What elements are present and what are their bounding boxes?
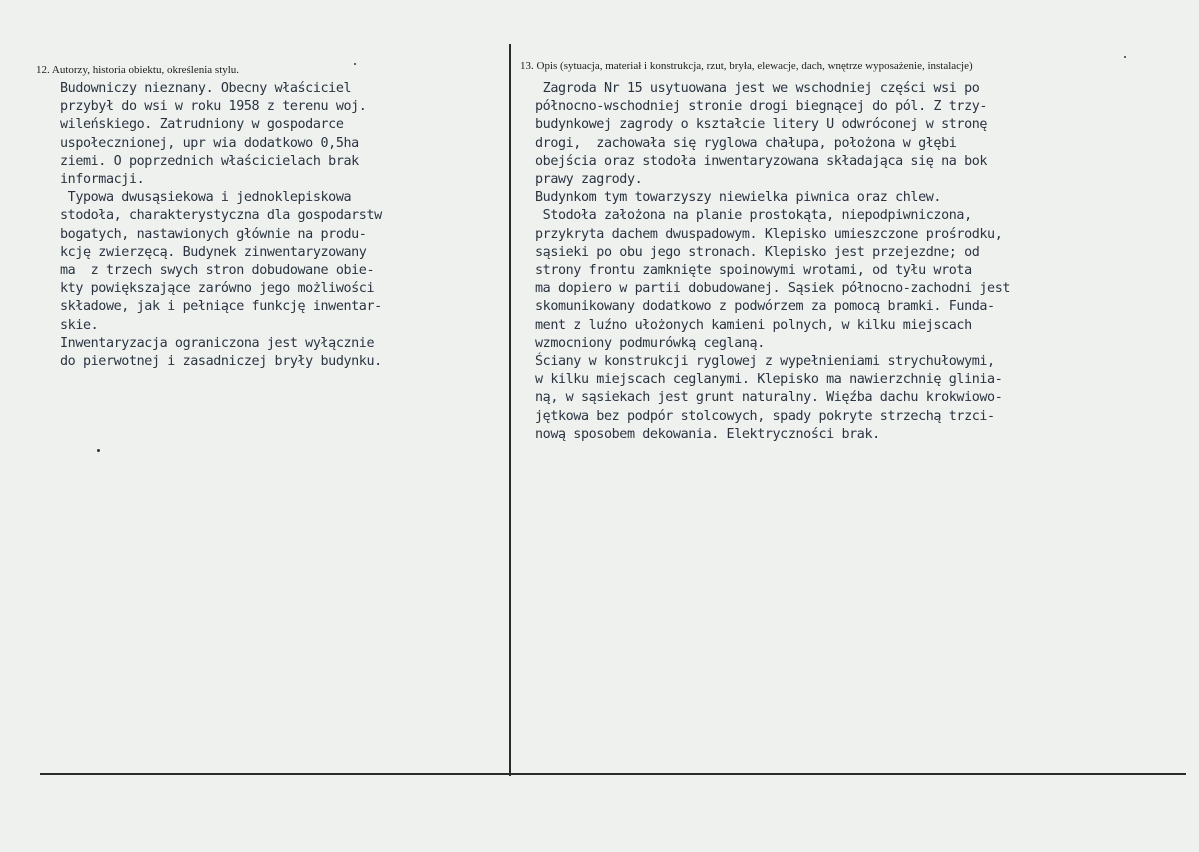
text-line: stodoła, charakterystyczna dla gospodarstw: [60, 208, 382, 224]
text-line: uspołecznionej, upr wia dodatkowo 0,5ha: [60, 135, 359, 151]
text-line: w kilku miejscach ceglanymi. Klepisko ma nawierzchnię glinia-: [535, 372, 1003, 388]
text-line: Ściany w konstrukcji ryglowej z wypełnieniami strychułowymi,: [535, 354, 995, 370]
text-line: ziemi. O poprzednich właścicielach brak: [60, 153, 359, 169]
text-line: północno-wschodniej stronie drogi biegnącej do pól. Z trzy-: [535, 99, 988, 115]
text-line: ment z luźno ułożonych kamieni polnych, w kilku miejscach: [535, 317, 972, 333]
text-line: drogi, zachowała się ryglowa chałupa, położona w głębi: [535, 135, 957, 151]
text-line: przybył do wsi w roku 1958 z terenu woj.: [60, 99, 367, 115]
text-line: jętkowa bez podpór stolcowych, spady pokryte strzechą trzci-: [535, 408, 995, 424]
text-line: wileńskiego. Zatrudniony w gospodarce: [60, 117, 344, 133]
section-13-text: [535, 80, 1185, 444]
text-line: ma dopiero w partii dobudowanej. Sąsiek północno-zachodni jest: [535, 281, 1011, 297]
text-line: sąsieki po obu jego stronach. Klepisko jest przejezdne; od: [535, 244, 980, 260]
text-line: przykryta dachem dwuspadowym. Klepisko umieszczone prośrodku,: [535, 226, 1003, 242]
text-line: budynkowej zagrody o kształcie litery U odwróconej w stronę: [535, 117, 988, 133]
text-line: ną, w sąsiekach jest grunt naturalny. Więźba dachu krokwiowo-: [535, 390, 1003, 406]
text-line: kty powiększające zarówno jego możliwości: [60, 281, 375, 297]
text-line: prawy zagrody.: [535, 172, 643, 188]
text-line: Inwentaryzacja ograniczona jest wyłącznie: [60, 335, 375, 351]
section-12-label: 12. Autorzy, historia obiektu, określenia stylu.: [36, 64, 240, 76]
ink-dot: [354, 63, 356, 65]
text-line: obejścia oraz stodoła inwentaryzowana składająca się na bok: [535, 153, 988, 169]
ink-dot: [97, 449, 100, 452]
text-line: kcję zwierzęcą. Budynek zinwentaryzowany: [60, 244, 367, 260]
text-line: składowe, jak i pełniące funkcję inwentar-: [60, 299, 382, 315]
text-line: bogatych, nastawionych głównie na produ-: [60, 226, 367, 242]
section-12-text: [60, 80, 500, 371]
text-line: Budynkom tym towarzyszy niewielka piwnica oraz chlew.: [535, 190, 942, 206]
text-line: ma z trzech swych stron dobudowane obie-: [60, 263, 375, 279]
text-line: Typowa dwusąsiekowa i jednoklepiskowa: [60, 190, 352, 206]
horizontal-divider: [40, 773, 1186, 775]
text-line: skie.: [60, 317, 99, 333]
text-line: nową sposobem dekowania. Elektryczności brak.: [535, 426, 880, 442]
text-line: do pierwotnej i zasadniczej bryły budynku.: [60, 354, 382, 370]
text-line: Zagroda Nr 15 usytuowana jest we wschodniej części wsi po: [535, 81, 980, 96]
vertical-divider: [509, 44, 511, 776]
text-line: wzmocniony podmurówką ceglaną.: [535, 335, 765, 351]
text-line: strony frontu zamknięte spoinowymi wrotami, od tyłu wrota: [535, 263, 972, 279]
text-line: Budowniczy nieznany. Obecny właściciel: [60, 81, 352, 96]
section-13-label: 13. Opis (sytuacja, materiał i konstrukcja, rzut, bryła, elewacje, dach, wnętrze wyposażenie, instalacje): [520, 60, 973, 72]
ink-dot: [1124, 56, 1126, 58]
text-line: informacji.: [60, 172, 145, 188]
text-line: Stodoła założona na planie prostokąta, niepodpiwniczona,: [535, 208, 972, 224]
text-line: skomunikowany dodatkowo z podwórzem za pomocą bramki. Funda-: [535, 299, 995, 315]
